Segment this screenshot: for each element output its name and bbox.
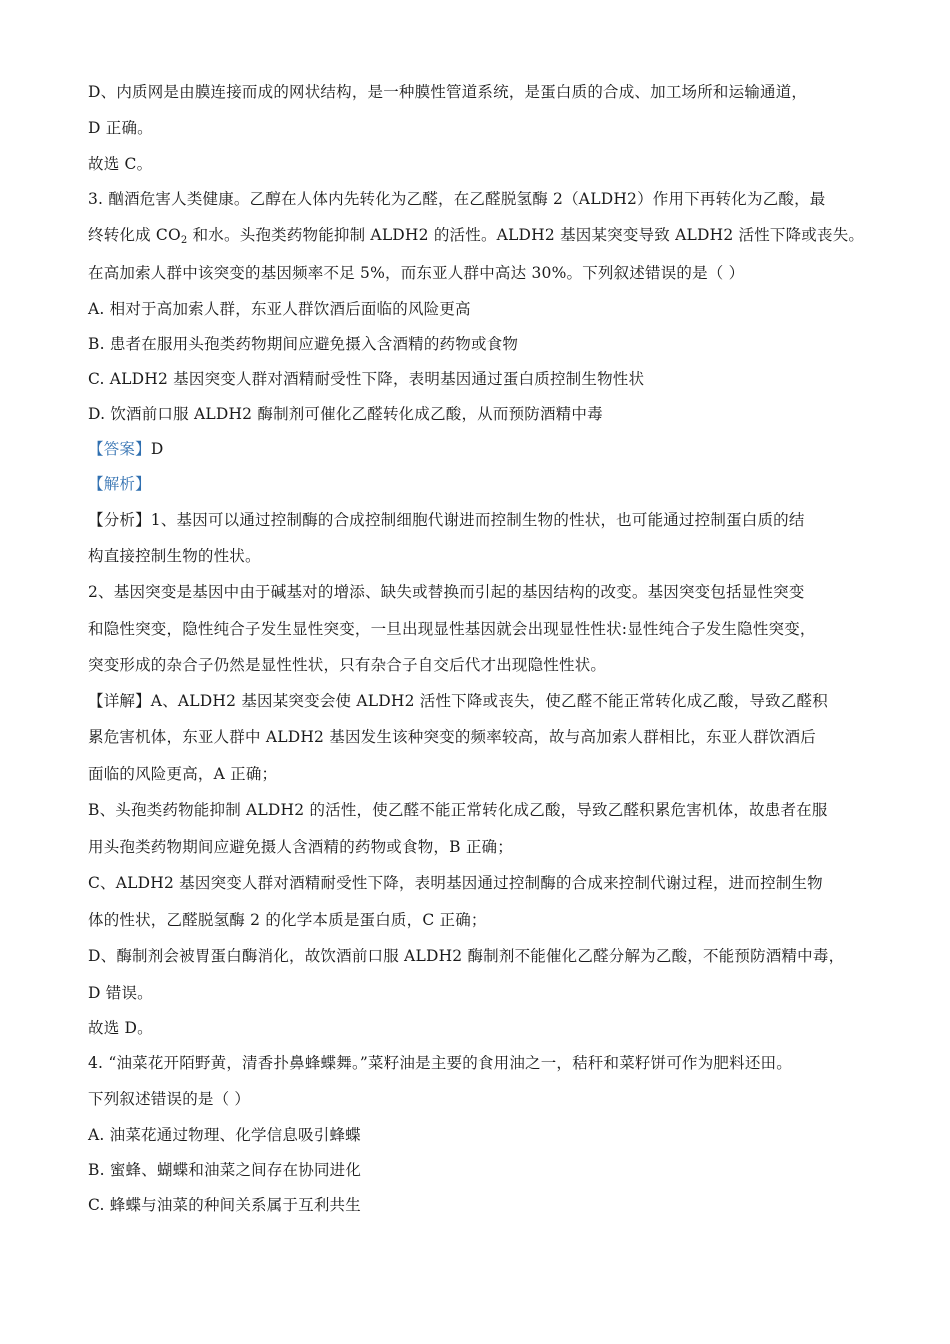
q4-option-b: B. 蜜蜂、蝴蝶和油菜之间存在协同进化 xyxy=(88,1161,362,1179)
q3-analysis-p2-line2: 和隐性突变，隐性纯合子发生显性突变，一旦出现显性基因就会出现显性性状:显性纯合子发生隐性突变， xyxy=(88,620,816,638)
q3-detail-a-line1: 【详解】A、ALDH2 基因某突变会使 ALDH2 活性下降或丧失，使乙醛不能正常转化成乙酸，导致乙醛积 xyxy=(88,692,828,710)
q3-conclusion: 故选 D。 xyxy=(88,1019,153,1037)
q4-stem-line1: 4. “油菜花开陌野黄，清香扑鼻蜂蝶舞。”菜籽油是主要的食用油之一，秸秆和菜籽饼可作为肥料还田。 xyxy=(88,1054,792,1072)
q3-analysis-p2-line3: 突变形成的杂合子仍然是显性性状，只有杂合子自交后代才出现隐性性状。 xyxy=(88,656,607,674)
q3-analysis-p1-line2: 构直接控制生物的性状。 xyxy=(88,547,261,565)
q3-option-c: C. ALDH2 基因突变人群对酒精耐受性下降，表明基因通过蛋白质控制生物性状 xyxy=(88,370,645,388)
answer-value: D xyxy=(150,440,164,458)
q3-stem-line2 xyxy=(88,225,864,251)
q2-conclusion: 故选 C。 xyxy=(88,155,153,173)
q3-detail-d-line1: D、酶制剂会被胃蛋白酶消化，故饮酒前口服 ALDH2 酶制剂不能催化乙醛分解为乙酸，不能预防酒精中毒， xyxy=(88,947,845,965)
q3-option-d: D. 饮酒前口服 ALDH2 酶制剂可催化乙醛转化成乙酸，从而预防酒精中毒 xyxy=(88,405,603,423)
q3-stem-line3: 在高加索人群中该突变的基因频率不足 5%，而东亚人群中高达 30%。下列叙述错误的是（ ） xyxy=(88,264,745,282)
q3-stem-line1: 3. 酗酒危害人类健康。乙醇在人体内先转化为乙醛，在乙醛脱氢酶 2（ALDH2）作用下再转化为乙酸，最 xyxy=(88,190,826,208)
q3-analysis-p1-line1: 【分析】1、基因可以通过控制酶的合成控制细胞代谢进而控制生物的性状，也可能通过控制蛋白质的结 xyxy=(88,511,805,529)
co2-subscript: 2 xyxy=(180,235,188,246)
q3-detail-b-line1: B、头孢类药物能抑制 ALDH2 的活性，使乙醛不能正常转化成乙酸，导致乙醛积累危害机体，故患者在服 xyxy=(88,801,828,819)
q4-option-c: C. 蜂蝶与油菜的种间关系属于互利共生 xyxy=(88,1196,361,1214)
q3-detail-a-line3: 面临的风险更高，A 正确； xyxy=(88,765,278,783)
q3-option-b: B. 患者在服用头孢类药物期间应避免摄入含酒精的药物或食物 xyxy=(88,335,519,353)
q2-option-d-explanation-line1: D、内质网是由膜连接而成的网状结构，是一种膜性管道系统，是蛋白质的合成、加工场所和运输通道， xyxy=(88,83,808,101)
q3-analysis-p2-line1: 2、基因突变是基因中由于碱基对的增添、缺失或替换而引起的基因结构的改变。基因突变包括显性突变 xyxy=(88,583,805,601)
q3-stem-line2-post: 和水。头孢类药物能抑制 ALDH2 的活性。ALDH2 基因某突变导致 ALDH2 活性下降或丧失。 xyxy=(187,226,865,244)
q3-stem-line2-pre: 终转化成 CO xyxy=(88,226,181,244)
q3-option-a: A. 相对于高加索人群，东亚人群饮酒后面临的风险更高 xyxy=(88,300,471,318)
answer-label: 【答案】 xyxy=(88,440,151,458)
q3-detail-c-line1: C、ALDH2 基因突变人群对酒精耐受性下降，表明基因通过控制酶的合成来控制代谢过程，进而控制生物 xyxy=(88,874,823,892)
q4-stem-line2: 下列叙述错误的是（ ） xyxy=(88,1090,251,1108)
q3-answer xyxy=(88,439,163,459)
q4-option-a: A. 油菜花通过物理、化学信息吸引蜂蝶 xyxy=(88,1126,361,1144)
analysis-label: 【解析】 xyxy=(88,475,151,493)
q3-detail-b-line2: 用头孢类药物期间应避免摄人含酒精的药物或食物，B 正确； xyxy=(88,838,513,856)
q3-detail-d-line2: D 错误。 xyxy=(88,984,153,1002)
q3-detail-c-line2: 体的性状，乙醛脱氢酶 2 的化学本质是蛋白质，C 正确； xyxy=(88,911,487,929)
q2-option-d-explanation-line2: D 正确。 xyxy=(88,119,153,137)
q3-detail-a-line2: 累危害机体，东亚人群中 ALDH2 基因发生该种突变的频率较高，故与高加索人群相比，东亚人群饮酒后 xyxy=(88,728,816,746)
